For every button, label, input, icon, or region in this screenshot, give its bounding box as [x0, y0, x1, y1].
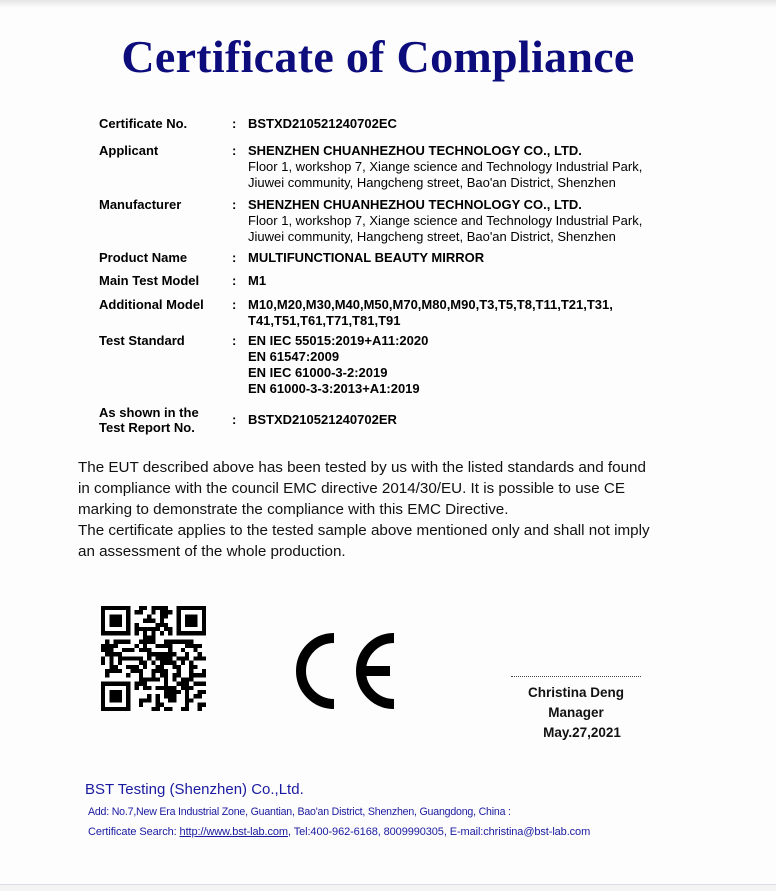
signature-line: [511, 676, 641, 677]
field-label-line2: Test Report No.: [99, 420, 195, 435]
test-standard-item: EN 61000-3-3:2013+A1:2019: [248, 381, 420, 396]
field-colon: :: [232, 333, 237, 348]
search-label: Certificate Search:: [88, 826, 180, 838]
field-colon: :: [232, 250, 237, 265]
statement-line: marking to demonstrate the compliance with this EMC Directive.: [78, 501, 509, 518]
applicant-address-line2: Jiuwei community, Hangcheng street, Bao'an District, Shenzhen: [248, 175, 616, 190]
certificate-number: BSTXD210521240702EC: [248, 116, 397, 131]
signatory-title: Manager: [548, 705, 604, 720]
statement-line: The certificate applies to the tested sample above mentioned only and shall not imply: [78, 522, 650, 539]
field-colon: :: [232, 297, 237, 312]
field-colon: :: [232, 273, 237, 288]
test-report-number: BSTXD210521240702ER: [248, 412, 397, 427]
field-test-standard: [99, 333, 428, 397]
test-standard-item: EN IEC 61000-3-2:2019: [248, 365, 388, 380]
additional-model-line1: M10,M20,M30,M40,M50,M70,M80,M90,T3,T5,T8,T11,T21,T31,: [248, 297, 613, 312]
test-standard-item: EN IEC 55015:2019+A11:2020: [248, 333, 429, 348]
page-title: Certificate of Compliance: [121, 31, 635, 82]
product-name-value: MULTIFUNCTIONAL BEAUTY MIRROR: [248, 250, 485, 265]
field-label: Applicant: [99, 143, 159, 158]
field-colon: :: [232, 116, 237, 131]
test-standard-list: [248, 333, 428, 397]
contact-info: , Tel:400-962-6168, 8009990305, E-mail:christina@bst-lab.com: [288, 826, 591, 838]
field-certificate-no: [99, 116, 397, 132]
field-colon: :: [232, 143, 237, 158]
field-label: Test Standard: [99, 333, 185, 348]
applicant-name: SHENZHEN CHUANHEZHOU TECHNOLOGY CO., LTD.: [248, 143, 582, 158]
field-additional-model: [99, 297, 613, 329]
field-label: Product Name: [99, 250, 188, 265]
website-link[interactable]: http://www.bst-lab.com: [179, 826, 288, 838]
applicant-address-line1: Floor 1, workshop 7, Xiange science and Technology Industrial Park,: [248, 159, 643, 174]
test-standard-item: EN 61547:2009: [248, 349, 340, 364]
manufacturer-value: [248, 197, 642, 245]
field-label: Certificate No.: [99, 116, 188, 131]
field-label: Manufacturer: [99, 197, 182, 212]
statement-line: in compliance with the council EMC directive 2014/30/EU. It is possible to use CE: [78, 480, 626, 497]
statement-line: The EUT described above has been tested by us with the listed standards and found: [78, 459, 646, 476]
field-product-name: [99, 250, 484, 266]
field-label: [99, 405, 232, 435]
applicant-value: [248, 143, 642, 191]
signature-block: [508, 676, 644, 743]
additional-model-value: [248, 297, 613, 329]
compliance-statement: [78, 457, 698, 562]
footer-address: Add: No.7,New Era Industrial Zone, Guantian, Bao'an District, Shenzhen, Guangdong, China :: [88, 806, 511, 818]
field-applicant: [99, 143, 642, 191]
field-test-report-no: [99, 405, 397, 435]
field-main-test-model: [99, 273, 266, 289]
main-test-model-value: M1: [248, 273, 267, 288]
ce-mark-icon: [290, 632, 400, 710]
field-colon: :: [232, 412, 237, 427]
field-colon: :: [232, 197, 237, 212]
manufacturer-name: SHENZHEN CHUANHEZHOU TECHNOLOGY CO., LTD.: [248, 197, 582, 212]
manufacturer-address-line2: Jiuwei community, Hangcheng street, Bao'an District, Shenzhen: [248, 229, 616, 244]
signatory-name: Christina Deng: [527, 685, 624, 700]
signature-date: May.27,2021: [543, 725, 621, 740]
statement-line: an assessment of the whole production.: [78, 543, 346, 560]
field-manufacturer: [99, 197, 642, 245]
footer-company: BST Testing (Shenzhen) Co.,Ltd.: [85, 781, 304, 798]
field-label: Additional Model: [99, 297, 204, 312]
field-label-line1: As shown in the: [99, 405, 199, 420]
footer-certificate-search: [88, 826, 590, 838]
field-label: Main Test Model: [99, 273, 200, 288]
additional-model-line2: T41,T51,T61,T71,T81,T91: [248, 313, 401, 328]
qr-code-icon: [101, 606, 206, 711]
manufacturer-address-line1: Floor 1, workshop 7, Xiange science and Technology Industrial Park,: [248, 213, 643, 228]
